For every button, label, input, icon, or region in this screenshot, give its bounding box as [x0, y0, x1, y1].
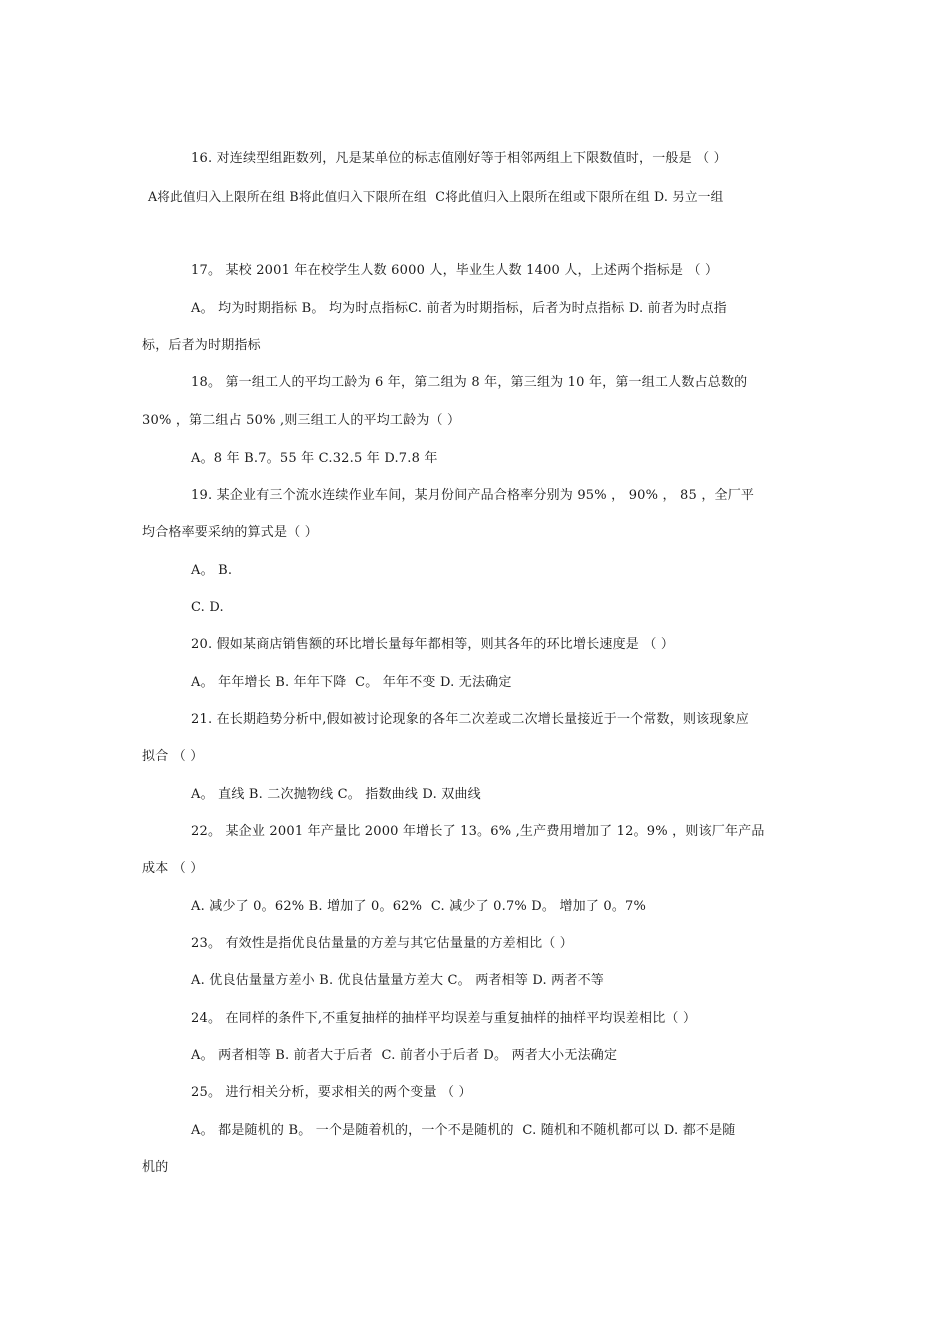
question-19-stem: 19. 某企业有三个流水连续作业车间，某月份间产品合格率分别为 95% ， 90% ， 85 ，全厂平 [191, 488, 755, 503]
question-19-options-cd: C. D. [191, 600, 224, 615]
question-21-stem-cont: 拟合 （ ） [142, 749, 204, 764]
question-21-options: A。 直线 B. 二次抛物线 C。 指数曲线 D. 双曲线 [191, 787, 481, 802]
question-20-stem: 20. 假如某商店销售额的环比增长量每年都相等，则其各年的环比增长速度是 （ ） [191, 637, 675, 652]
question-18-stem: 18。 第一组工人的平均工龄为 6 年，第二组为 8 年，第三组为 10 年，第一组工人数占总数的 [191, 375, 748, 390]
question-25-options-cont: 机的 [142, 1160, 169, 1175]
question-20-options: A。 年年增长 B. 年年下降 C。 年年不变 D. 无法确定 [191, 675, 512, 690]
question-16-stem: 16. 对连续型组距数列，凡是某单位的标志值刚好等于相邻两组上下限数值时，一般是 （ ） [191, 151, 727, 166]
question-22-stem-cont: 成本 （ ） [142, 861, 204, 876]
question-17-options-cont: 标，后者为时期指标 [142, 338, 261, 353]
question-18-stem-cont: 30% ，第二组占 50% ,则三组工人的平均工龄为（ ） [142, 413, 461, 428]
question-25-stem: 25。 进行相关分析，要求相关的两个变量 （ ） [191, 1085, 472, 1100]
question-24-options: A。 两者相等 B. 前者大于后者 C. 前者小于后者 D。 两者大小无法确定 [191, 1048, 618, 1063]
question-21-stem: 21. 在长期趋势分析中,假如被讨论现象的各年二次差或二次增长量接近于一个常数，则该现象应 [191, 712, 749, 727]
question-17-stem: 17。 某校 2001 年在校学生人数 6000 人，毕业生人数 1400 人，上述两个指标是 （ ） [191, 263, 719, 278]
question-24-stem: 24。 在同样的条件下,不重复抽样的抽样平均误差与重复抽样的抽样平均误差相比（ ） [191, 1011, 697, 1026]
question-23-options: A. 优良估量量方差小 B. 优良估量量方差大 C。 两者相等 D. 两者不等 [191, 973, 604, 988]
question-16-options: A将此值归入上限所在组 B将此值归入下限所在组 C将此值归入上限所在组或下限所在组 D. 另立一组 [148, 189, 724, 204]
question-19-stem-cont: 均合格率要采纳的算式是（ ） [142, 525, 318, 540]
question-17-options: A。 均为时期指标 B。 均为时点指标C. 前者为时期指标，后者为时点指标 D. 前者为时点指 [191, 301, 727, 316]
question-19-options-ab: A。 B. [191, 563, 233, 578]
question-23-stem: 23。 有效性是指优良估量量的方差与其它估量量的方差相比（ ） [191, 936, 574, 951]
question-25-options: A。 都是随机的 B。 一个是随着机的，一个不是随机的 C. 随机和不随机都可以 D. 都不是随 [191, 1123, 736, 1138]
question-22-stem: 22。 某企业 2001 年产量比 2000 年增长了 13。6% ,生产费用增加了 12。9% ，则该厂年产品 [191, 824, 765, 839]
question-18-options: A。8 年 B.7。55 年 C.32.5 年 D.7.8 年 [191, 451, 438, 466]
question-22-options: A. 减少了 0。62% B. 增加了 0。62% C. 减少了 0.7% D。 增加了 0。7% [191, 899, 647, 914]
